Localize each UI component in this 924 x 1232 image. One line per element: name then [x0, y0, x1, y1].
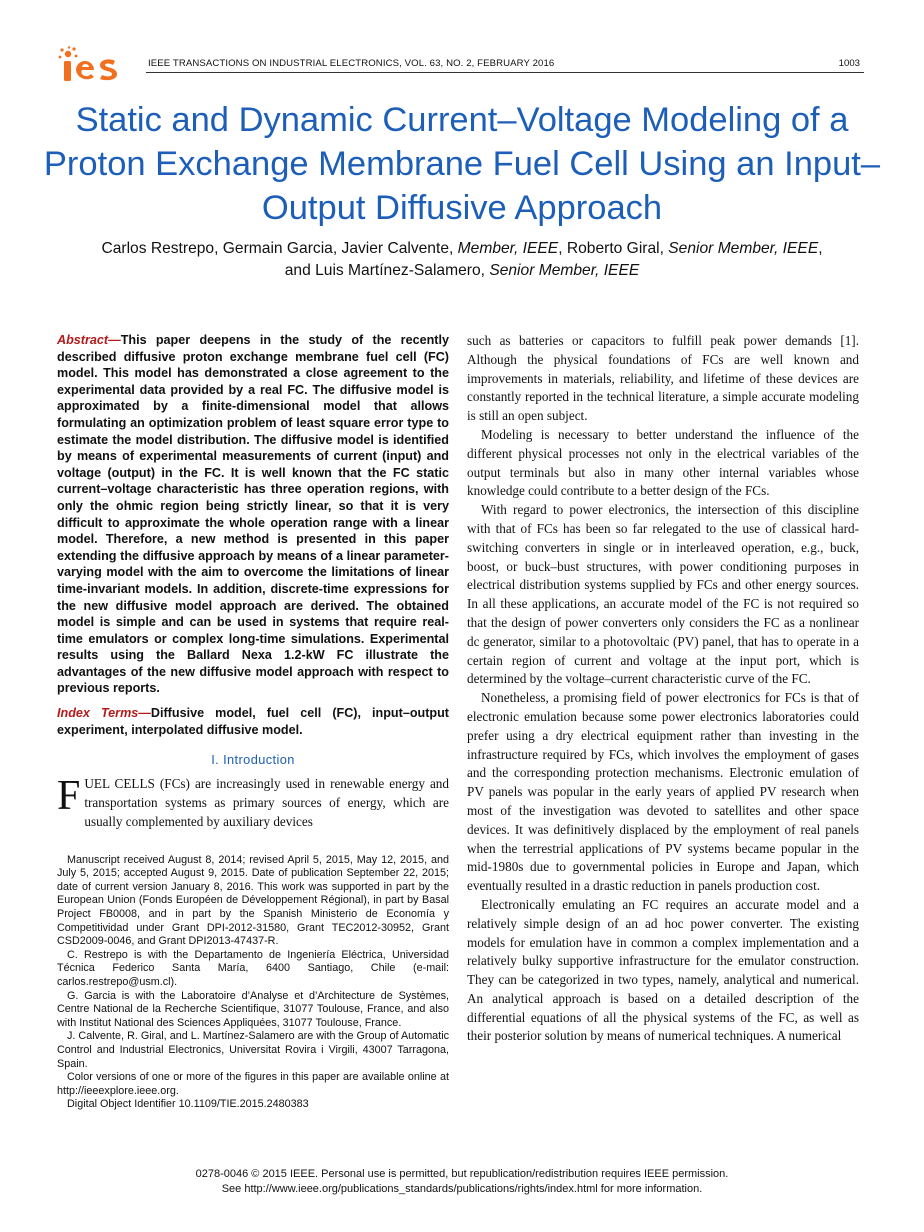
author-role: Member, IEEE	[457, 240, 559, 257]
author-name: Germain Garcia	[222, 240, 333, 257]
copyright-line: 0278-0046 © 2015 IEEE. Personal use is permitted, but republication/redistribution requires IEEE permission.	[195, 1168, 729, 1180]
footnote: Digital Object Identifier 10.1109/TIE.2015.2480383	[67, 1098, 309, 1111]
footnote: G. Garcia is with the Laboratoire d’Analyse et d’Architecture de Systèmes, Centre National de la Recherche Scientifique, 31077 Toulouse, France, and also with Institut National des Sciences Appliquées, 31077 Toulouse, France.	[57, 989, 449, 1029]
author-name: Carlos Restrepo	[101, 240, 215, 257]
first-word: UEL CELLS	[84, 776, 155, 792]
author-role: Senior Member, IEEE	[489, 262, 640, 279]
author-name: Roberto Giral	[566, 240, 660, 257]
abstract-text: This paper deepens in the study of the recently described diffusive proton exchange membrane fuel cell (FC) model. This model has demonstrated a close agreement to the experimental data provided by a real FC. The diffusive model is approximated by a finite-dimensional model that allows formulating an optimization problem of least square error type to estimate the model distribution. The diffusive model is identified by means of experimental measurements of current (input) and voltage (output) in the FC. It is well known that the FC static current–voltage characteristic has three operation regions, with only the ohmic region being strictly linear, so that it is very difficult to approximate the whole operation range with a linear model. Therefore, a new method is presented in this paper extending the diffusive approach by means of a linear parameter-varying model with the aim to overcome the limitations of linear time-invariant models. In addition, discrete-time expressions for the new diffusive model approach are derived. The obtained model is simple and can be used in systems that require real-time emulators or complex long-time simulations. Experimental results using the Ballard Nexa 1.2-kW FC illustrate the advantages of the new diffusive model approach with respect to previous reports.	[57, 333, 449, 696]
author-role: Senior Member, IEEE	[668, 240, 819, 257]
drop-cap: F	[57, 773, 81, 820]
author-name: Javier Calvente	[341, 240, 449, 257]
page-number: 1003	[838, 58, 860, 69]
author-name: and Luis Martínez-Salamero	[284, 262, 481, 279]
copyright-footer	[40, 1167, 884, 1197]
rights-link-line: See http://www.ieee.org/publications_standards/publications/rights/index.html for more information.	[221, 1183, 703, 1195]
section-heading: I. Introduction	[211, 752, 295, 768]
author-list: Carlos Restrepo, Germain Garcia, Javier Calvente, Member, IEEE, Roberto Giral, Senior Member, IEEE, and Luis Martínez-Salamero, Senior Member, IEEE	[101, 240, 823, 279]
header-rule	[146, 72, 864, 73]
right-column	[467, 332, 859, 1046]
abstract-label: Abstract—	[57, 333, 121, 347]
paper-title: Static and Dynamic Current–Voltage Modeling of a Proton Exchange Membrane Fuel Cell Using an Input–Output Diffusive Approach	[43, 101, 881, 227]
left-column	[57, 332, 449, 1112]
index-terms	[57, 705, 449, 738]
intro-paragraph	[57, 775, 449, 831]
journal-citation: IEEE TRANSACTIONS ON INDUSTRIAL ELECTRONICS, VOL. 63, NO. 2, FEBRUARY 2016	[148, 58, 555, 69]
intro-text: (FCs) are increasingly used in renewable energy and transportation systems as primary sources of energy, which are usually complemented by auxiliary devices	[84, 776, 449, 829]
ies-logo	[56, 46, 126, 86]
body-paragraph: such as batteries or capacitors to fulfill peak power demands [1]. Although the physical foundations of FCs are well known and improvements in materials, reliability, and lifetime of these devices are constantly reported in the technical literature, a simple accurate modeling is still an open subject.	[467, 333, 859, 424]
body-paragraph: Nonetheless, a promising field of power electronics for FCs is that of electronic emulation because some power electronics laboratories could prefer using a dry electrical equipment rather than investing in the infrastructure required by FCs, which involves the employment of gases and the corresponding protection mechanisms. Electronic emulation of PV panels was popular in the early years of applied PV research when most of the investigation was devoted to satellites and other space devices. It was definitively displaced by the employment of real panels when the terrestrial applications of PV systems became popular in the mid-1980s due to governmental policies in Europe and Japan, which eventually resulted in a drastic reduction in panels production cost.	[467, 690, 859, 894]
footnote: J. Calvente, R. Giral, and L. Martínez-Salamero are with the Group of Automatic Control and Industrial Electronics, Universitat Rovira i Virgili, 43007 Tarragona, Spain.	[57, 1030, 449, 1070]
page-header	[56, 46, 864, 86]
index-terms-label: Index Terms—	[57, 706, 151, 721]
index-terms-text: Diffusive model, fuel cell (FC), input–output experiment, interpolated diffusive model.	[57, 706, 449, 737]
body-paragraph: Electronically emulating an FC requires an accurate model and a relatively simple design of an ad hoc power converter. The existing models for emulation have in common a complex implementation and a relatively bulky supportive infrastructure for the emulator construction. They can be categorized in two types, namely, analytical and numerical. An analytical approach is based on a detailed description of the differential equations of all the physical systems of the FC, as well as their posterior solution by means of numerical techniques. A numerical	[467, 896, 859, 1044]
body-paragraph: Modeling is necessary to better understand the influence of the different physical processes not only in the electrical variables of the output terminals but also in many other internal variables whose knowledge could contribute to a better design of the FCs.	[467, 426, 859, 499]
abstract	[57, 332, 449, 697]
body-paragraph: With regard to power electronics, the intersection of this discipline with that of FCs has been so far relegated to the use of classical hard-switching converters in single or in interleaved operation, e.g., buck, boost, or buck–bust structures, with power conditioning purposes in electrical distribution systems supplied by FCs and other energy sources. In all these applications, an accurate model of the FC is not required so that the design of power converters only considers the FC as a nonlinear dc generator, similar to a photovoltaic (PV) panel, that has to operate in a certain region of current and voltage at the input port, which is determined by the voltage–current characteristic curve of the FC.	[467, 502, 859, 687]
footnote: Manuscript received August 8, 2014; revised April 5, 2015, May 12, 2015, and July 5, 2015; accepted August 9, 2015. Date of publication September 22, 2015; date of current version January 8, 2016. This work was supported in part by the European Union (Fonds Européen de Développement Régional), in part by Basal Project FB0008, and in part by the Spanish Ministerio de Economía y Competitividad under Grant DPI-2012-31580, Grant TEC2012-30952, Grant CSD2009-0046, and Grant DPI2013-47437-R.	[57, 853, 449, 948]
footnote: C. Restrepo is with the Departamento de Ingeniería Eléctrica, Universidad Técnica Federico Santa María, 6400 Santiago, Chile (e-mail: carlos.restrepo@usm.cl).	[57, 948, 449, 988]
footnote: Color versions of one or more of the figures in this paper are available online at http://ieeexplore.ieee.org.	[57, 1071, 449, 1097]
footnotes	[57, 854, 449, 1112]
